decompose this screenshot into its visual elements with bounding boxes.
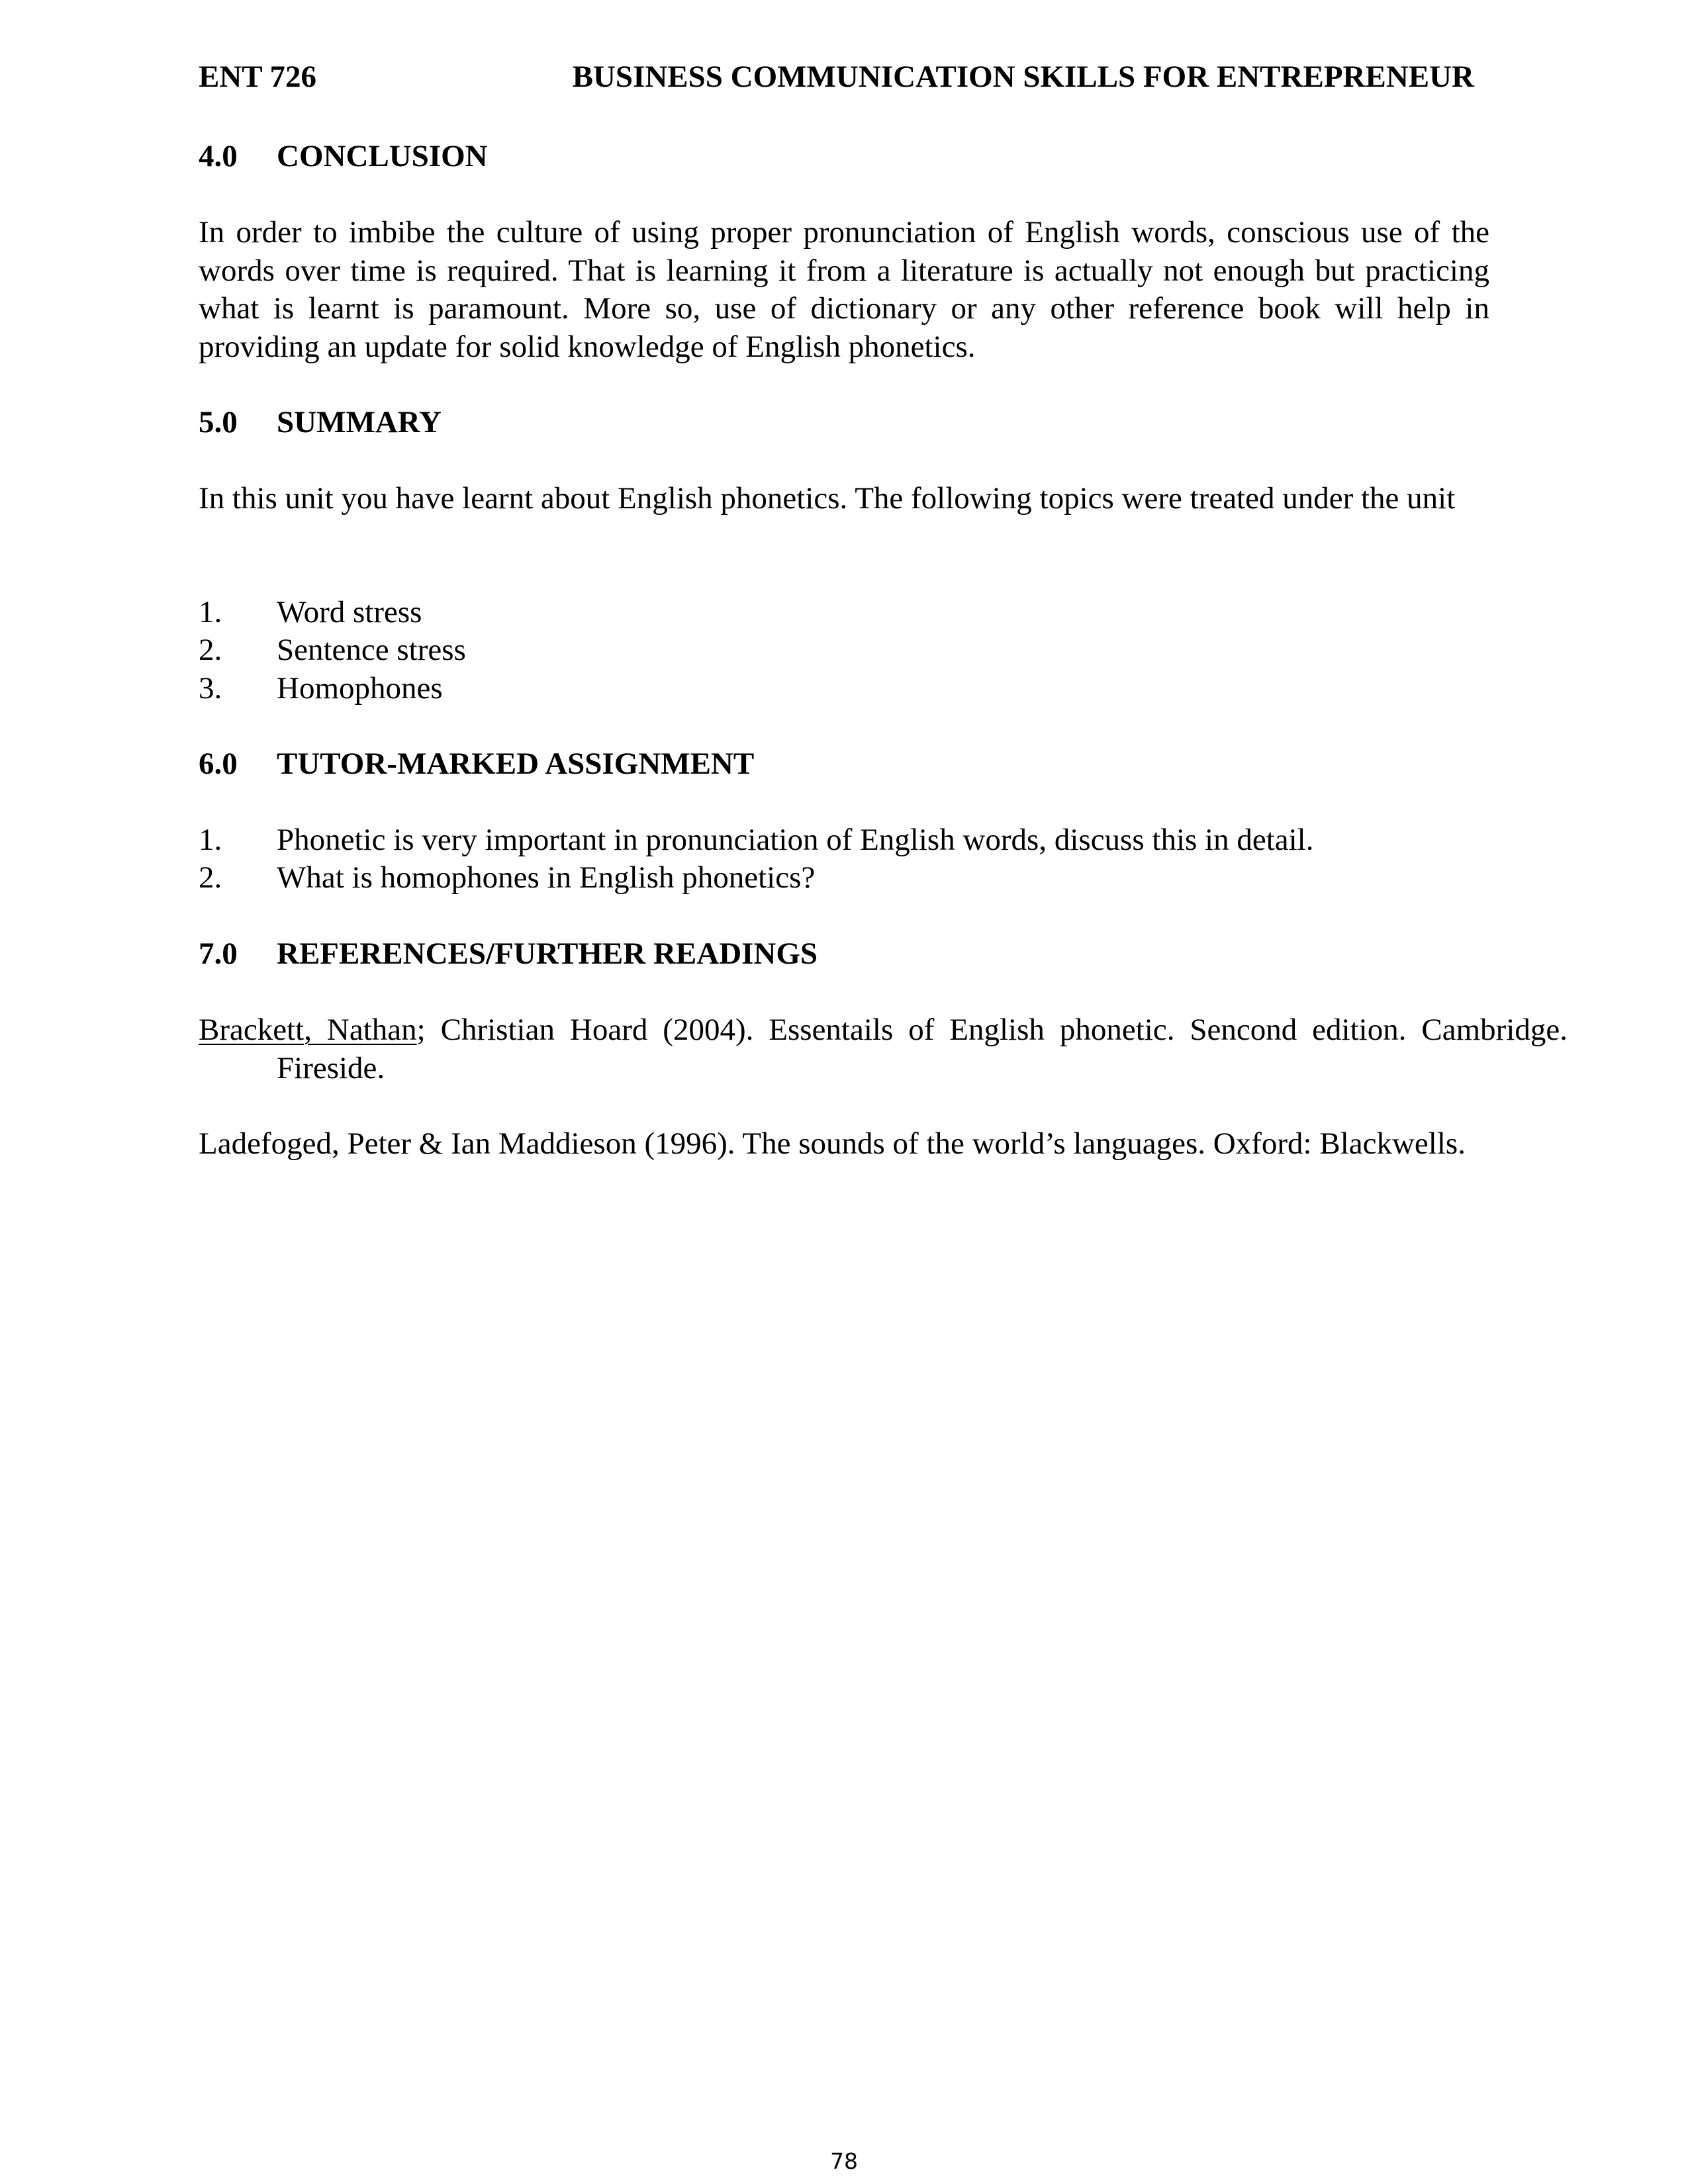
section-heading-summary bbox=[199, 404, 1489, 442]
section-number: 6.0 bbox=[199, 747, 238, 781]
section-title: TUTOR-MARKED ASSIGNMENT bbox=[277, 747, 755, 781]
conclusion-paragraph: In order to imbibe the culture of using proper pronunciation of English words, conscious use of the words over time is required. That is learning it from a literature is actually not enough but practicing what is learnt is paramount. More so, use of dictionary or any other reference book will help in providing an update for solid knowledge of English phonetics. bbox=[199, 215, 1489, 364]
list-item bbox=[199, 631, 1489, 670]
section-number: 7.0 bbox=[199, 936, 238, 971]
list-number: 3. bbox=[199, 671, 222, 705]
reference-text: Ladefoged, Peter & Ian Maddieson (1996). The sounds of the world’s languages. Oxford: Blackwells. bbox=[199, 1126, 1466, 1161]
section-title: SUMMARY bbox=[277, 405, 442, 439]
section-number: 5.0 bbox=[199, 405, 238, 439]
course-title: BUSINESS COMMUNICATION SKILLS FOR ENTREPRENEUR bbox=[572, 60, 1474, 94]
list-number: 1. bbox=[199, 823, 222, 857]
list-number: 2. bbox=[199, 860, 222, 895]
list-item bbox=[199, 859, 1489, 897]
page-number: 78 bbox=[830, 2148, 858, 2174]
reference-text: ; Christian Hoard (2004). Essentails of English phonetic. Sencond edition. Cambridge. Fireside. bbox=[277, 1013, 1568, 1085]
section-heading-conclusion bbox=[199, 138, 1489, 176]
section-heading-references bbox=[199, 935, 1489, 974]
list-text: Homophones bbox=[277, 671, 443, 705]
section-number: 4.0 bbox=[199, 139, 238, 173]
list-text: What is homophones in English phonetics? bbox=[277, 860, 816, 895]
section-heading-assignment bbox=[199, 745, 1489, 784]
section-title: CONCLUSION bbox=[277, 139, 488, 173]
list-text: Sentence stress bbox=[277, 633, 466, 667]
list-item bbox=[199, 821, 1489, 860]
reference-entry bbox=[199, 1011, 1568, 1087]
document-page bbox=[199, 0, 1568, 2184]
reference-author-link: Brackett, Nathan bbox=[199, 1013, 417, 1047]
summary-paragraph: In this unit you have learnt about English phonetics. The following topics were treated under the unit bbox=[199, 481, 1456, 516]
list-item bbox=[199, 670, 1489, 708]
list-number: 1. bbox=[199, 595, 222, 629]
list-text: Word stress bbox=[277, 595, 422, 629]
reference-entry bbox=[199, 1125, 1568, 1163]
list-item bbox=[199, 594, 1489, 632]
section-title: REFERENCES/FURTHER READINGS bbox=[277, 936, 818, 971]
list-text: Phonetic is very important in pronunciation of English words, discuss this in detail. bbox=[277, 823, 1314, 857]
course-code: ENT 726 bbox=[199, 60, 317, 94]
list-number: 2. bbox=[199, 633, 222, 667]
